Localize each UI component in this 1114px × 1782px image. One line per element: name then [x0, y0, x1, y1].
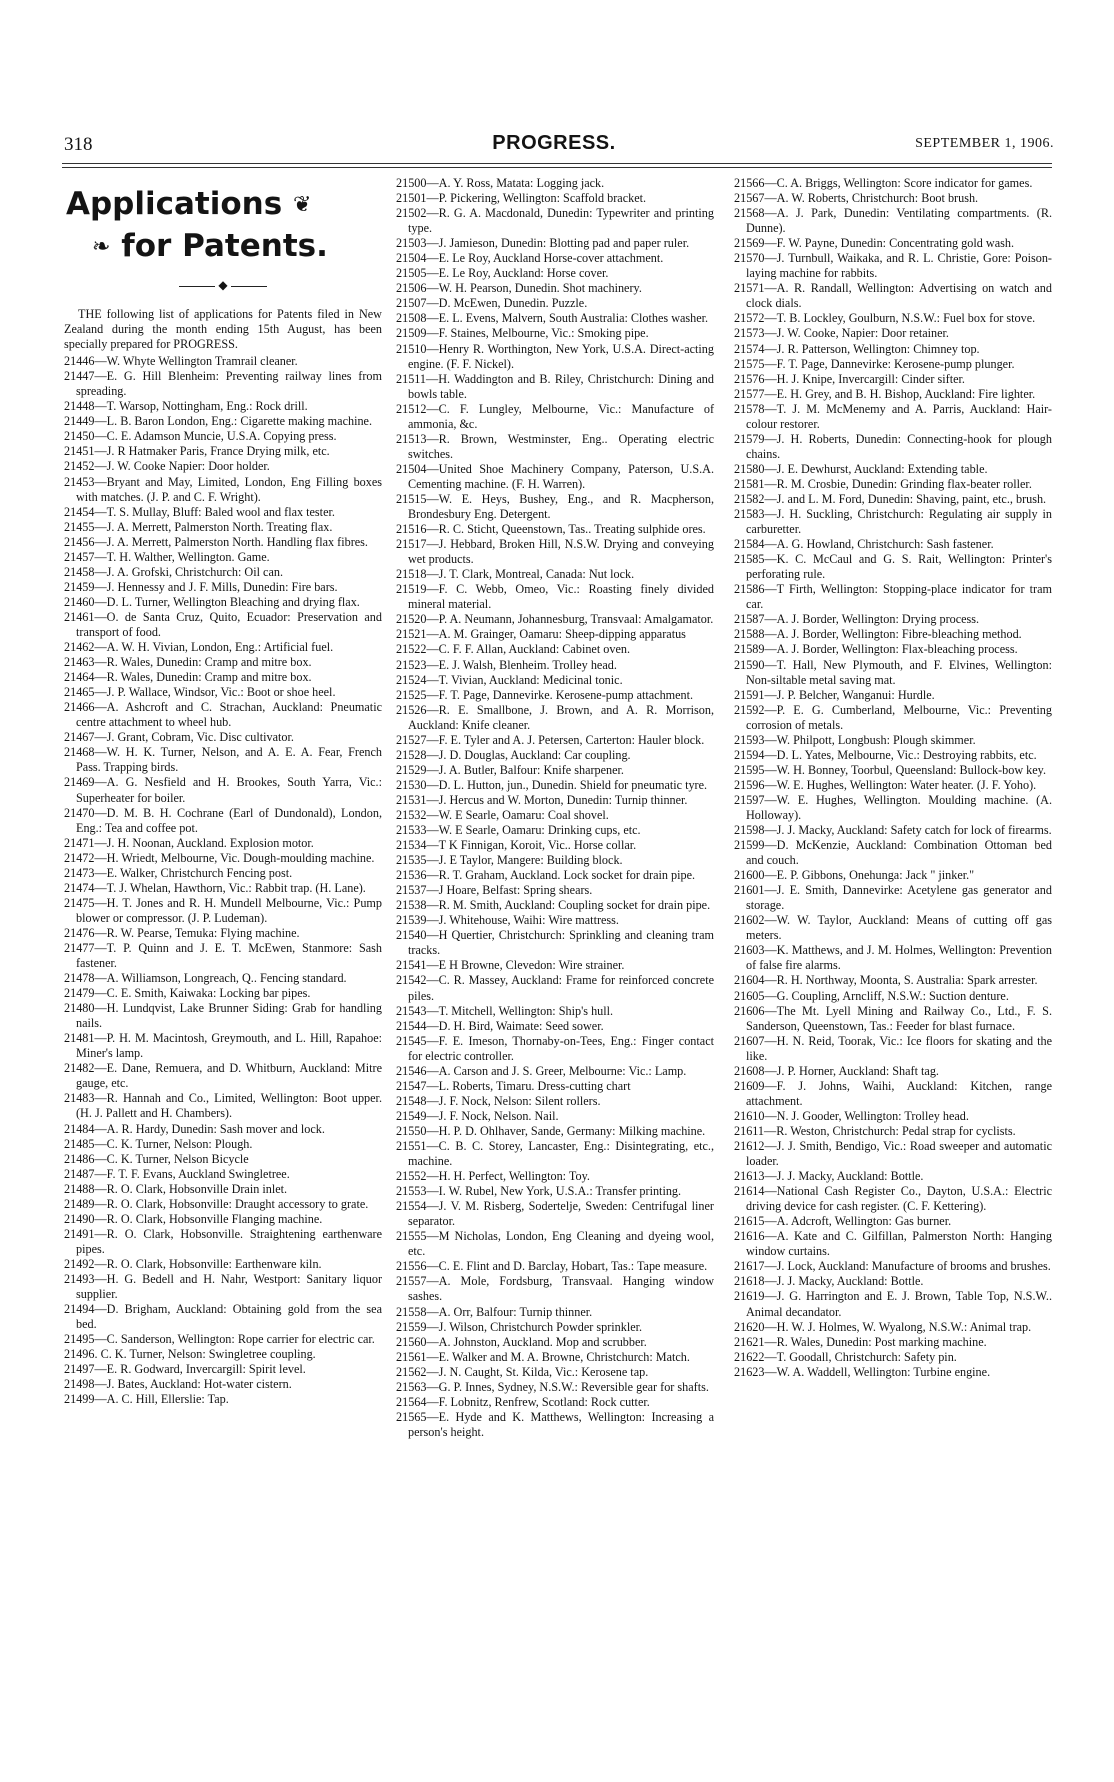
patent-entry: 21582—J. and L. M. Ford, Dunedin: Shaving, paint, etc., brush.: [734, 491, 1047, 506]
patent-entry: 21494—D. Brigham, Auckland: Obtaining gold from the sea bed.: [64, 1302, 382, 1332]
patent-entry: 21540—H Quertier, Christchurch: Sprinkling and cleaning tram tracks.: [396, 928, 714, 958]
patent-entry: 21456—J. A. Merrett, Palmerston North. Handling flax fibres.: [64, 534, 368, 549]
patent-list-column-2: [396, 176, 714, 1440]
patent-entry: 21591—J. P. Belcher, Wanganui: Hurdle.: [734, 687, 935, 702]
patent-entry: 21516—R. C. Sticht, Queenstown, Tas.. Treating sulphide ores.: [396, 522, 706, 537]
patent-entry: 21453—Bryant and May, Limited, London, Eng Filling boxes with matches. (J. P. and C. F. Wright).: [64, 474, 382, 504]
article-title-line-1: Applications: [66, 186, 283, 222]
patent-entry: 21504—United Shoe Machinery Company, Paterson, U.S.A. Cementing machine. (F. H. Warren).: [396, 461, 714, 491]
patent-entry: 21534—T K Finnigan, Koroit, Vic.. Horse collar.: [396, 838, 637, 853]
patent-entry: 21460—D. L. Turner, Wellington Bleaching and drying flax.: [64, 594, 360, 609]
patent-entry: 21583—J. H. Suckling, Christchurch: Regulating air supply in carburetter.: [734, 507, 1052, 537]
patent-entry: 21611—R. Weston, Christchurch: Pedal strap for cyclists.: [734, 1123, 1016, 1138]
patent-entry: 21524—T. Vivian, Auckland: Medicinal tonic.: [396, 672, 623, 687]
patent-entry: 21462—A. W. H. Vivian, London, Eng.: Artificial fuel.: [64, 640, 334, 655]
patent-entry: 21483—R. Hannah and Co., Limited, Wellington: Boot upper. (H. J. Pallett and H. Chambers).: [64, 1091, 382, 1121]
intro-journal-name: PROGRESS.: [173, 337, 238, 352]
patent-entry: 21608—J. P. Horner, Auckland: Shaft tag.: [734, 1063, 939, 1078]
patent-entry: 21461—O. de Santa Cruz, Quito, Ecuador: Preservation and transport of food.: [64, 609, 382, 639]
patent-entry: 21491—R. O. Clark, Hobsonville. Straightening earthenware pipes.: [64, 1226, 382, 1256]
patent-entry: 21479—C. E. Smith, Kaiwaka: Locking bar pipes.: [64, 986, 311, 1001]
patent-entry: 21531—J. Hercus and W. Morton, Dunedin: Turnip thinner.: [396, 792, 688, 807]
patent-entry: 21521—A. M. Grainger, Oamaru: Sheep-dipping apparatus: [396, 627, 686, 642]
patent-entry: 21572—T. B. Lockley, Goulburn, N.S.W.: Fuel box for stove.: [734, 311, 1036, 326]
patent-entry: 21604—R. H. Northway, Moonta, S. Australia: Spark arrester.: [734, 973, 1038, 988]
patent-entry: 21620—H. W. J. Holmes, W. Wyalong, N.S.W.: Animal trap.: [734, 1319, 1032, 1334]
patent-entry: 21576—H. J. Knipe, Invercargill: Cinder sifter.: [734, 371, 965, 386]
patent-entry: 21459—J. Hennessy and J. F. Mills, Dunedin: Fire bars.: [64, 579, 338, 594]
patent-entry: 21509—F. Staines, Melbourne, Vic.: Smoking pipe.: [396, 326, 649, 341]
patent-entry: 21622—T. Goodall, Christchurch: Safety pin.: [734, 1349, 957, 1364]
patent-entry: 21448—T. Warsop, Nottingham, Eng.: Rock drill.: [64, 399, 308, 414]
patent-entry: 21541—E H Browne, Clevedon: Wire strainer.: [396, 958, 625, 973]
patent-entry: 21553—I. W. Rubel, New York, U.S.A.: Transfer printing.: [396, 1184, 682, 1199]
patent-entry: 21603—K. Matthews, and J. M. Holmes, Wellington: Prevention of false fire alarms.: [734, 943, 1052, 973]
patent-entry: 21595—W. H. Bonney, Toorbul, Queensland: Bullock-bow key.: [734, 762, 1047, 777]
patent-entry: 21535—J. E Taylor, Mangere: Building block.: [396, 853, 623, 868]
patent-entry: 21539—J. Whitehouse, Waihi: Wire mattress.: [396, 913, 619, 928]
patent-entry: 21507—D. McEwen, Dunedin. Puzzle.: [396, 296, 588, 311]
patent-entry: 21563—G. P. Innes, Sydney, N.S.W.: Reversible gear for shafts.: [396, 1379, 709, 1394]
patent-entry: 21554—J. V. M. Risberg, Sodertelje, Sweden: Centrifugal liner separator.: [396, 1199, 714, 1229]
patent-entry: 21546—A. Carson and J. S. Greer, Melbourne: Vic.: Lamp.: [396, 1063, 687, 1078]
patent-entry: 21480—H. Lundqvist, Lake Brunner Siding: Grab for handling nails.: [64, 1001, 382, 1031]
patent-entry: 21522—C. F. F. Allan, Auckland: Cabinet oven.: [396, 642, 630, 657]
patent-entry: 21518—J. T. Clark, Montreal, Canada: Nut lock.: [396, 567, 635, 582]
patent-entry: 21579—J. H. Roberts, Dunedin: Connecting-hook for plough chains.: [734, 431, 1052, 461]
patent-entry: 21592—P. E. G. Cumberland, Melbourne, Vic.: Preventing corrosion of metals.: [734, 702, 1052, 732]
patent-entry: 21538—R. M. Smith, Auckland: Coupling socket for drain pipe.: [396, 898, 711, 913]
patent-entry: 21458—J. A. Grofski, Christchurch: Oil can.: [64, 564, 284, 579]
patent-entry: 21454—T. S. Mullay, Bluff: Baled wool and flax tester.: [64, 504, 335, 519]
patent-entry: 21575—F. T. Page, Dannevirke: Kerosene-pump plunger.: [734, 356, 1015, 371]
patent-entry: 21525—F. T. Page, Dannevirke. Kerosene-pump attachment.: [396, 687, 694, 702]
patent-entry: 21446—W. Whyte Wellington Tramrail cleaner.: [64, 354, 298, 369]
patent-entry: 21571—A. R. Randall, Wellington: Advertising on watch and clock dials.: [734, 281, 1052, 311]
patent-entry: 21495—C. Sanderson, Wellington: Rope carrier for electric car.: [64, 1332, 375, 1347]
patent-entry: 21567—A. W. Roberts, Christchurch: Boot brush.: [734, 191, 979, 206]
patent-entry: 21470—D. M. B. H. Cochrane (Earl of Dundonald), London, Eng.: Tea and coffee pot.: [64, 805, 382, 835]
patent-entry: 21542—C. R. Massey, Auckland: Frame for reinforced concrete piles.: [396, 973, 714, 1003]
patent-entry: 21585—K. C. McCaul and G. S. Rait, Wellington: Printer's perforating rule.: [734, 552, 1052, 582]
patent-entry: 21566—C. A. Briggs, Wellington: Score indicator for games.: [734, 176, 1033, 190]
patent-entry: 21450—C. E. Adamson Muncie, U.S.A. Copying press.: [64, 429, 337, 444]
patent-entry: 21602—W. W. Taylor, Auckland: Means of cutting off gas meters.: [734, 913, 1052, 943]
patent-entry: 21559—J. Wilson, Christchurch Powder sprinkler.: [396, 1319, 643, 1334]
patent-entry: 21510—Henry R. Worthington, New York, U.S.A. Direct-acting engine. (F. F. Nickel).: [396, 341, 714, 371]
patent-entry: 21532—W. E Searle, Oamaru: Coal shovel.: [396, 807, 609, 822]
patent-entry: 21610—N. J. Gooder, Wellington: Trolley head.: [734, 1108, 969, 1123]
patent-entry: 21504—E. Le Roy, Auckland Horse-cover attachment.: [396, 251, 664, 266]
patent-entry: 21447—E. G. Hill Blenheim: Preventing railway lines from spreading.: [64, 369, 382, 399]
patent-entry: 21493—H. G. Bedell and H. Nahr, Westport: Sanitary liquor supplier.: [64, 1272, 382, 1302]
article-title-second-line: [92, 226, 382, 268]
patent-entry: 21452—J. W. Cooke Napier: Door holder.: [64, 459, 270, 474]
patent-entry: 21573—J. W. Cooke, Napier: Door retainer.: [734, 326, 949, 341]
patent-entry: 21549—J. F. Nock, Nelson. Nail.: [396, 1108, 559, 1123]
patent-entry: 21489—R. O. Clark, Hobsonville: Draught accessory to grate.: [64, 1196, 369, 1211]
patent-entry: 21618—J. J. Macky, Auckland: Bottle.: [734, 1274, 924, 1289]
patent-entry: 21594—D. L. Yates, Melbourne, Vic.: Destroying rabbits, etc.: [734, 747, 1037, 762]
patent-entry: 21614—National Cash Register Co., Dayton, U.S.A.: Electric driving device for cash register. (C. F. Kettering).: [734, 1184, 1052, 1214]
patent-entry: 21515—W. E. Heys, Bushey, Eng., and R. Macpherson, Brondesbury Eng. Detergent.: [396, 491, 714, 522]
intro-lead: THE: [78, 307, 102, 321]
patent-entry: 21530—D. L. Hutton, jun., Dunedin. Shield for pneumatic tyre.: [396, 777, 708, 792]
patent-entry: 21552—H. H. Perfect, Wellington: Toy.: [396, 1169, 590, 1184]
patent-entry: 21469—A. G. Nesfield and H. Brookes, South Yarra, Vic.: Superheater for boiler.: [64, 775, 382, 805]
patent-entry: 21523—E. J. Walsh, Blenheim. Trolley head.: [396, 657, 617, 672]
patent-entry: 21560—A. Johnston, Auckland. Mop and scrubber.: [396, 1334, 647, 1349]
patent-entry: 21481—P. H. M. Macintosh, Greymouth, and L. Hill, Rapahoe: Miner's lamp.: [64, 1031, 382, 1061]
patent-entry: 21490—R. O. Clark, Hobsonville Flanging machine.: [64, 1211, 323, 1226]
patent-entry: 21455—J. A. Merrett, Palmerston North. Treating flax.: [64, 519, 333, 534]
patent-entry: 21543—T. Mitchell, Wellington: Ship's hull.: [396, 1003, 614, 1018]
patent-entry: 21486—C. K. Turner, Nelson Bicycle: [64, 1151, 249, 1166]
intro-body: following list of applications for Patents filed in New Zealand during the month ending 15th August, has been specially prepared for: [64, 307, 382, 352]
patent-entry: 21565—E. Hyde and K. Matthews, Wellington: Increasing a person's height.: [396, 1409, 714, 1439]
journal-title: PROGRESS.: [492, 132, 616, 154]
patent-entry: 21612—J. J. Smith, Bendigo, Vic.: Road sweeper and automatic loader.: [734, 1139, 1052, 1169]
column-2: [396, 176, 714, 1440]
patent-entry: 21586—T Firth, Wellington: Stopping-place indicator for tram car.: [734, 582, 1052, 612]
patent-entry: 21613—J. J. Macky, Auckland: Bottle.: [734, 1169, 924, 1184]
intro-paragraph: [64, 307, 382, 352]
patent-entry: 21599—D. McKenzie, Auckland: Combination Ottoman bed and couch.: [734, 838, 1052, 868]
diamond-icon: ◆: [218, 278, 228, 292]
patent-entry: 21472—H. Wriedt, Melbourne, Vic. Dough-moulding machine.: [64, 850, 375, 865]
patent-entry: 21619—J. G. Harrington and E. J. Brown, Table Top, N.S.W.. Animal decandator.: [734, 1289, 1052, 1319]
flourish-icon: ❦: [292, 192, 312, 218]
patent-entry: 21467—J. Grant, Cobram, Vic. Disc cultivator.: [64, 730, 294, 745]
patent-entry: 21497—E. R. Godward, Invercargill: Spirit level.: [64, 1362, 306, 1377]
patent-entry: 21477—T. P. Quinn and J. E. T. McEwen, Stanmore: Sash fastener.: [64, 940, 382, 971]
patent-entry: 21569—F. W. Payne, Dunedin: Concentrating gold wash.: [734, 236, 1014, 251]
patent-entry: 21580—J. E. Dewhurst, Auckland: Extending table.: [734, 461, 988, 476]
patent-entry: 21500—A. Y. Ross, Matata: Logging jack.: [396, 176, 605, 190]
patent-entry: 21601—J. E. Smith, Dannevirke: Acetylene gas generator and storage.: [734, 883, 1052, 913]
patent-entry: 21512—C. F. Lungley, Melbourne, Vic.: Manufacture of ammonia, &c.: [396, 401, 714, 431]
patent-entry: 21551—C. B. C. Storey, Lancaster, Eng.: Disintegrating, etc., machine.: [396, 1139, 714, 1169]
patent-entry: 21561—E. Walker and M. A. Browne, Christchurch: Match.: [396, 1349, 690, 1364]
patent-entry: 21475—H. T. Jones and R. H. Mundell Melbourne, Vic.: Pump blower or compressor. (J. P. Ludeman).: [64, 895, 382, 925]
column-3: [734, 176, 1052, 1380]
patent-entry: 21550—H. P. D. Ohlhaver, Sande, Germany: Milking machine.: [396, 1123, 706, 1138]
patent-entry: 21484—A. R. Hardy, Dunedin: Sash mover and lock.: [64, 1121, 325, 1136]
patent-entry: 21473—E. Walker, Christchurch Fencing post.: [64, 865, 293, 880]
article-title: [66, 184, 382, 226]
patent-entry: 21519—F. C. Webb, Omeo, Vic.: Roasting finely divided mineral material.: [396, 582, 714, 612]
page-number: 318: [64, 134, 93, 155]
patent-entry: 21598—J. J. Macky, Auckland: Safety catch for lock of firearms.: [734, 823, 1052, 838]
article-title-line-2: for Patents.: [121, 227, 328, 264]
patent-entry: 21615—A. Adcroft, Wellington: Gas burner.: [734, 1214, 952, 1229]
patent-list-column-3: [734, 176, 1052, 1380]
patent-entry: 21451—J. R Hatmaker Paris, France Drying milk, etc.: [64, 444, 330, 459]
patent-entry: 21498—J. Bates, Auckland: Hot-water cistern.: [64, 1377, 292, 1392]
patent-entry: 21506—W. H. Pearson, Dunedin. Shot machinery.: [396, 281, 642, 296]
issue-date: SEPTEMBER 1, 1906.: [915, 136, 1054, 151]
patent-entry: 21476—R. W. Pearse, Temuka: Flying machine.: [64, 925, 300, 940]
patent-entry: 21533—W. E Searle, Oamaru: Drinking cups, etc.: [396, 823, 641, 838]
patent-entry: 21488—R. O. Clark, Hobsonville Drain inlet.: [64, 1181, 288, 1196]
patent-entry: 21606—The Mt. Lyell Mining and Railway Co., Ltd., F. S. Sanderson, Queenstown, Tas.: Feeder for blast furnace.: [734, 1003, 1052, 1033]
patent-entry: 21528—J. D. Douglas, Auckland: Car coupling.: [396, 747, 631, 762]
patent-list-column-1: [64, 354, 382, 1407]
patent-entry: 21478—A. Williamson, Longreach, Q.. Fencing standard.: [64, 971, 347, 986]
patent-entry: 21520—P. A. Neumann, Johannesburg, Transvaal: Amalgamator.: [396, 612, 714, 627]
patent-entry: 21577—E. H. Grey, and B. H. Bishop, Auckland: Fire lighter.: [734, 386, 1036, 401]
patent-entry: 21589—A. J. Border, Wellington: Flax-bleaching process.: [734, 642, 1018, 657]
patent-entry: 21568—A. J. Park, Dunedin: Ventilating compartments. (R. Dunne).: [734, 206, 1052, 236]
patent-entry: 21557—A. Mole, Fordsburg, Transvaal. Hanging window sashes.: [396, 1274, 714, 1304]
patent-entry: 21501—P. Pickering, Wellington: Scaffold bracket.: [396, 191, 647, 206]
patent-entry: 21600—E. P. Gibbons, Onehunga: Jack " jinker.": [734, 868, 975, 883]
patent-entry: 21465—J. P. Wallace, Windsor, Vic.: Boot or shoe heel.: [64, 685, 336, 700]
patent-entry: 21609—F. J. Johns, Waihi, Auckland: Kitchen, range attachment.: [734, 1078, 1052, 1108]
flourish-icon: ❧: [92, 234, 111, 259]
patent-entry: 21503—J. Jamieson, Dunedin: Blotting pad and paper ruler.: [396, 236, 690, 251]
patent-entry: 21471—J. H. Noonan, Auckland. Explosion motor.: [64, 835, 314, 850]
patent-entry: 21449—L. B. Baron London, Eng.: Cigarette making machine.: [64, 414, 373, 429]
patent-entry: 21556—C. E. Flint and D. Barclay, Hobart, Tas.: Tape measure.: [396, 1259, 708, 1274]
patent-entry: 21545—F. E. Imeson, Thornaby-on-Tees, Eng.: Finger contact for electric controller.: [396, 1033, 714, 1063]
patent-entry: 21511—H. Waddington and B. Riley, Christchurch: Dining and bowls table.: [396, 371, 714, 401]
patent-entry: 21605—G. Coupling, Arncliff, N.S.W.: Suction denture.: [734, 988, 1009, 1003]
patent-entry: 21482—E. Dane, Remuera, and D. Whitburn, Auckland: Mitre gauge, etc.: [64, 1061, 382, 1091]
patent-entry: 21492—R. O. Clark, Hobsonville: Earthenware kiln.: [64, 1256, 322, 1271]
patent-entry: 21529—J. A. Butler, Balfour: Knife sharpener.: [396, 762, 624, 777]
patent-entry: 21468—W. H. K. Turner, Nelson, and A. E. A. Fear, French Pass. Trapping birds.: [64, 745, 382, 775]
patent-entry: 21508—E. L. Evens, Malvern, South Australia: Clothes washer.: [396, 311, 709, 326]
patent-entry: 21517—J. Hebbard, Broken Hill, N.S.W. Drying and conveying wet products.: [396, 537, 714, 567]
patent-entry: 21623—W. A. Waddell, Wellington: Turbine engine.: [734, 1364, 991, 1379]
patent-entry: 21536—R. T. Graham, Auckland. Lock socket for drain pipe.: [396, 868, 696, 883]
running-header: [54, 130, 1054, 164]
patent-entry: 21537—J Hoare, Belfast: Spring shears.: [396, 883, 593, 898]
header-rule: [62, 163, 1052, 164]
patent-entry: 21564—F. Lobnitz, Renfrew, Scotland: Rock cutter.: [396, 1394, 650, 1409]
header-rule-secondary: [62, 167, 1052, 168]
patent-entry: 21588—A. J. Border, Wellington: Fibre-bleaching method.: [734, 627, 1022, 642]
patent-entry: 21548—J. F. Nock, Nelson: Silent rollers.: [396, 1093, 601, 1108]
patent-entry: 21547—L. Roberts, Timaru. Dress-cutting chart: [396, 1078, 631, 1093]
patent-entry: 21457—T. H. Walther, Wellington. Game.: [64, 549, 270, 564]
patent-entry: 21597—W. E. Hughes, Wellington. Moulding machine. (A. Holloway).: [734, 792, 1052, 822]
patent-entry: 21581—R. M. Crosbie, Dunedin: Grinding flax-beater roller.: [734, 476, 1032, 491]
patent-entry: 21578—T. J. M. McMenemy and A. Parris, Auckland: Hair-colour restorer.: [734, 401, 1052, 431]
patent-entry: 21570—J. Turnbull, Waikaka, and R. L. Christie, Gore: Poison-laying machine for rabbits.: [734, 251, 1052, 281]
patent-entry: 21593—W. Philpott, Longbush: Plough skimmer.: [734, 732, 976, 747]
patent-entry: 21487—F. T. F. Evans, Auckland Swingletree.: [64, 1166, 290, 1181]
patent-entry: 21464—R. Wales, Dunedin: Cramp and mitre box.: [64, 670, 312, 685]
patent-entry: 21499—A. C. Hill, Ellerslie: Tap.: [64, 1392, 229, 1407]
patent-entry: 21505—E. Le Roy, Auckland: Horse cover.: [396, 266, 609, 281]
patent-entry: 21616—A. Kate and C. Gilfillan, Palmerston North: Hanging window curtains.: [734, 1229, 1052, 1259]
patent-entry: 21544—D. H. Bird, Waimate: Seed sower.: [396, 1018, 604, 1033]
patent-entry: 21596—W. E. Hughes, Wellington: Water heater. (J. F. Yoho).: [734, 777, 1037, 792]
patent-entry: 21502—R. G. A. Macdonald, Dunedin: Typewriter and printing type.: [396, 206, 714, 236]
patent-entry: 21574—J. R. Patterson, Wellington: Chimney top.: [734, 341, 980, 356]
patent-entry: 21558—A. Orr, Balfour: Turnip thinner.: [396, 1304, 593, 1319]
title-ornament: [64, 279, 382, 291]
patent-entry: 21621—R. Wales, Dunedin: Post marking machine.: [734, 1334, 987, 1349]
patent-entry: 21590—T. Hall, New Plymouth, and F. Elvines, Wellington: Non-siltable metal saving mat.: [734, 657, 1052, 687]
patent-entry: 21587—A. J. Border, Wellington: Drying process.: [734, 612, 980, 627]
patent-entry: 21485—C. K. Turner, Nelson: Plough.: [64, 1136, 253, 1151]
patent-entry: 21584—A. G. Howland, Christchurch: Sash fastener.: [734, 537, 994, 552]
patent-entry: 21463—R. Wales, Dunedin: Cramp and mitre box.: [64, 655, 312, 670]
patent-entry: 21562—J. N. Caught, St. Kilda, Vic.: Kerosene tap.: [396, 1364, 649, 1379]
patent-entry: 21496. C. K. Turner, Nelson: Swingletree coupling.: [64, 1347, 316, 1362]
patent-entry: 21527—F. E. Tyler and A. J. Petersen, Carterton: Hauler block.: [396, 732, 705, 747]
patent-entry: 21607—H. N. Reid, Toorak, Vic.: Ice floors for skating and the like.: [734, 1033, 1052, 1063]
patent-entry: 21474—T. J. Whelan, Hawthorn, Vic.: Rabbit trap. (H. Lane).: [64, 880, 366, 895]
patent-entry: 21617—J. Lock, Auckland: Manufacture of brooms and brushes.: [734, 1259, 1051, 1274]
patent-entry: 21555—M Nicholas, London, Eng Cleaning and dyeing wool, etc.: [396, 1229, 714, 1259]
patent-entry: 21526—R. E. Smallbone, J. Brown, and A. R. Morrison, Auckland: Knife cleaner.: [396, 702, 714, 732]
patent-entry: 21466—A. Ashcroft and C. Strachan, Auckland: Pneumatic centre attachment to wheel hub.: [64, 700, 382, 730]
column-1: [64, 176, 382, 1407]
patent-entry: 21513—R. Brown, Westminster, Eng.. Operating electric switches.: [396, 431, 714, 461]
